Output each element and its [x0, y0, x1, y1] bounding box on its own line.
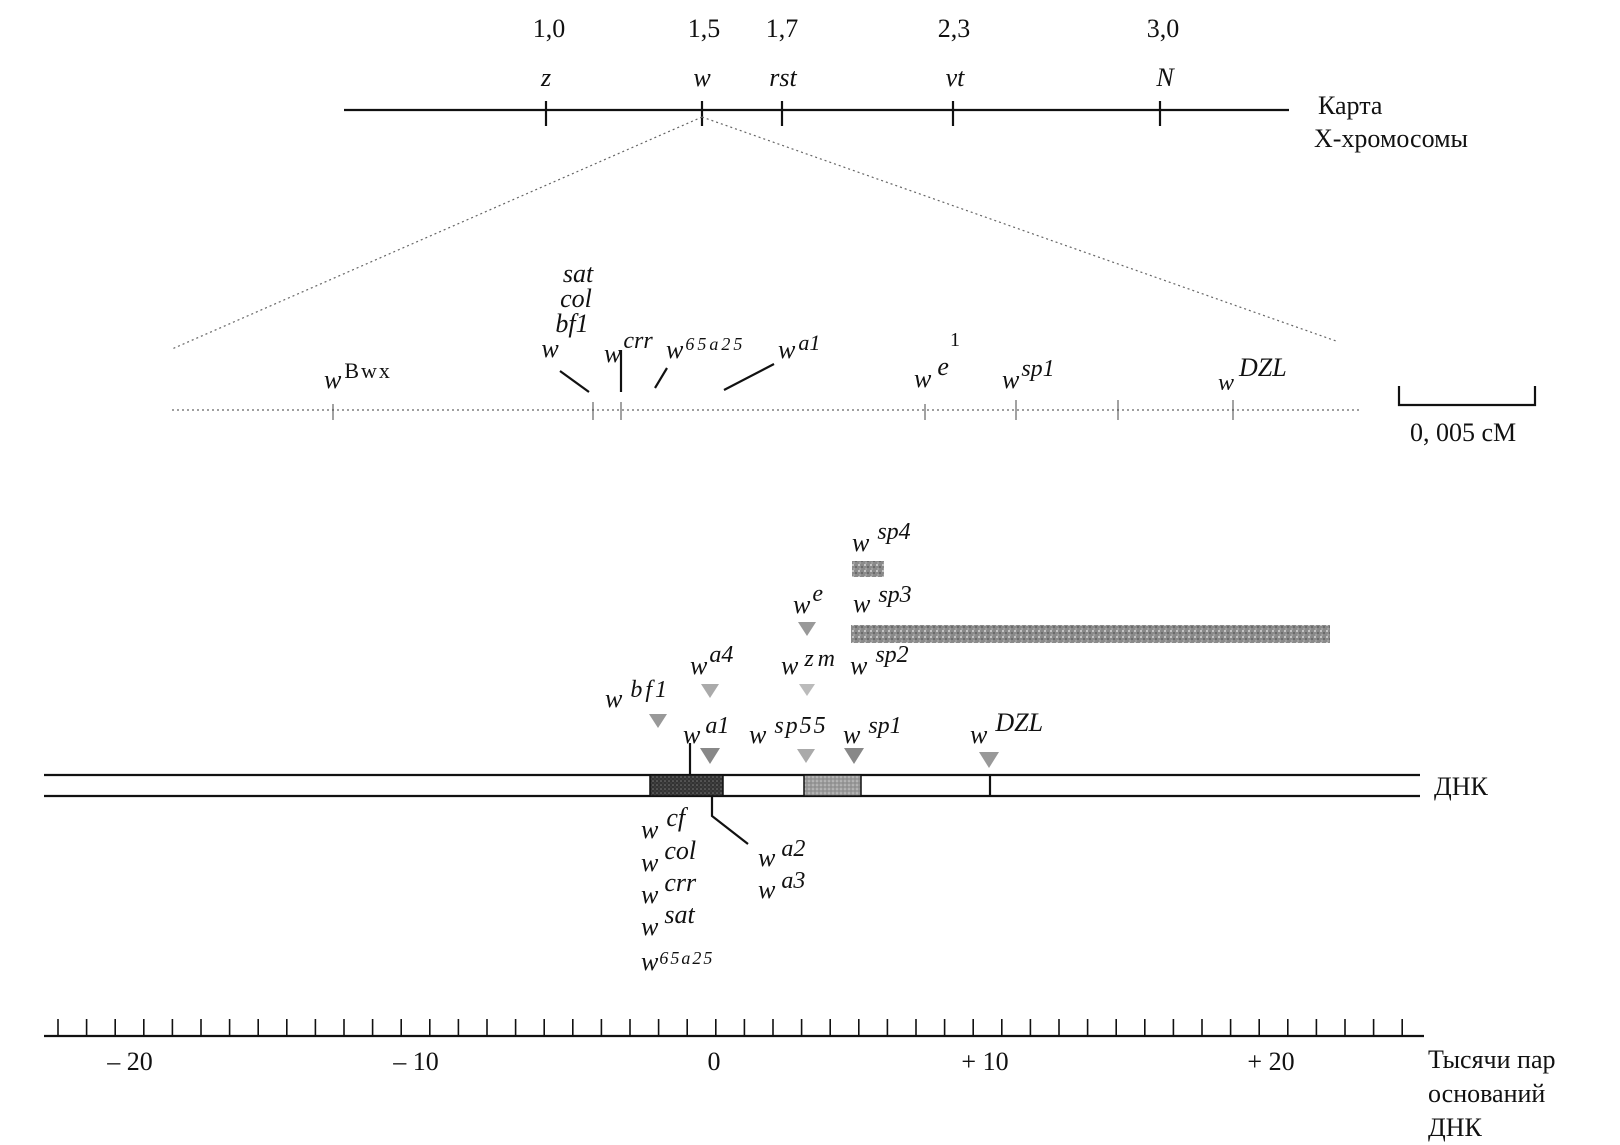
zoom-line-left [172, 117, 702, 349]
kb-axis-tick-label: 0 [707, 1047, 721, 1076]
allele-label-we1: w e [914, 352, 949, 393]
chromosome-map-label: X-хромосомы [1314, 124, 1469, 153]
allele-label-wcf: w cf [641, 803, 686, 844]
kb-axis-ticks [58, 1019, 1402, 1036]
kb-axis-tick-label: – 10 [393, 1047, 439, 1076]
locus-position: 2,3 [937, 14, 971, 43]
allele-stack-label: sat [562, 259, 594, 288]
allele-label-wcrr: wcrr [604, 328, 653, 368]
locus-position: 1,0 [532, 14, 566, 43]
allele-label-wDZL: w DZL [970, 708, 1044, 749]
insertion-marker-we [798, 622, 816, 636]
zoom-line-right [702, 117, 1336, 341]
allele-label-wa2: w a2 [758, 836, 806, 872]
scale-bar-bracket [1399, 386, 1535, 405]
dna-segment-dark [650, 775, 723, 796]
deletion-bar-wsp4 [852, 561, 884, 577]
kb-axis-tick-label: + 20 [1247, 1047, 1295, 1076]
allele-stack-label: col [560, 284, 592, 313]
allele-label-wsp1: wsp1 [1002, 356, 1055, 394]
insertion-marker-wzm [799, 684, 815, 696]
gene-label: vt [945, 63, 965, 92]
allele-label-wa4: wa4 [690, 642, 734, 680]
allele-label-wbf1: w bf1 [605, 677, 671, 713]
allele-label-wsp55: w sp55 [749, 713, 828, 749]
allele-label-wDZL: wDZL [1218, 353, 1287, 396]
insertion-marker-wbf1 [649, 714, 667, 728]
gene-label: w [693, 63, 711, 92]
insertion-marker-wa1 [700, 748, 720, 764]
allele-label-wcrr: w crr [641, 868, 697, 909]
chromosome-map-label: Карта [1318, 91, 1383, 120]
allele-label-w65a25: w $^{65a25}$ [666, 334, 746, 364]
allele-pointer [724, 364, 774, 390]
scale-bar [1399, 386, 1535, 447]
locus-position: 1,7 [765, 14, 799, 43]
allele-superscript-1: 1 [950, 329, 960, 351]
allele-stack-label: bf1 [555, 309, 589, 338]
allele-label-wa1: w $^{a1}$ [778, 330, 821, 364]
gene-label: rst [769, 63, 797, 92]
locus-position: 1,5 [687, 14, 721, 43]
insertion-marker-wDZL [979, 752, 999, 768]
chromosome-map [172, 14, 1468, 349]
allele-label-wa1: w a1 [683, 713, 730, 749]
kb-axis-label: оснований [1428, 1079, 1546, 1108]
gene-label: z [540, 63, 552, 92]
allele-pointer [655, 368, 667, 388]
kb-axis [44, 1019, 1556, 1142]
allele-label-wsp2: w sp2 [850, 642, 909, 680]
allele-label-w65a25: $w^{65a25}$ [641, 947, 715, 976]
allele-label-we: we [793, 581, 823, 619]
kb-axis-label: Тысячи пар [1428, 1045, 1556, 1074]
dna-segment-light [804, 775, 861, 796]
dna-map [44, 519, 1489, 976]
scale-bar-label: 0, 005 cM [1410, 418, 1517, 447]
allele-label-wcol: w col [641, 836, 697, 877]
deletion-bar-wsp3 [851, 625, 1330, 643]
kb-axis-label: ДНК [1428, 1113, 1482, 1142]
allele-label-wsp3: w sp3 [853, 582, 912, 618]
gene-label: N [1156, 63, 1174, 92]
dna-label: ДНК [1434, 772, 1488, 801]
kb-axis-tick-label: – 20 [107, 1047, 153, 1076]
allele-label-wsat: w sat [641, 900, 695, 941]
allele-label-wsp4: w sp4 [852, 519, 911, 557]
kb-axis-tick-label: + 10 [961, 1047, 1009, 1076]
allele-label-wzm: w zm [781, 646, 840, 680]
allele-pointer-wa2 [712, 796, 748, 844]
allele-label-wa3: w a3 [758, 868, 806, 904]
insertion-marker-wsp1 [844, 748, 864, 764]
insertion-marker-wsp55 [797, 749, 815, 763]
allele-label-wsp1: w sp1 [843, 713, 902, 749]
fine-map [172, 259, 1535, 447]
locus-position: 3,0 [1146, 14, 1180, 43]
allele-pointer [560, 371, 589, 392]
insertion-marker-wa4 [701, 684, 719, 698]
allele-stack-label: w [541, 334, 559, 363]
allele-label-wBwx: w $^{Bwx}$ [324, 358, 392, 394]
